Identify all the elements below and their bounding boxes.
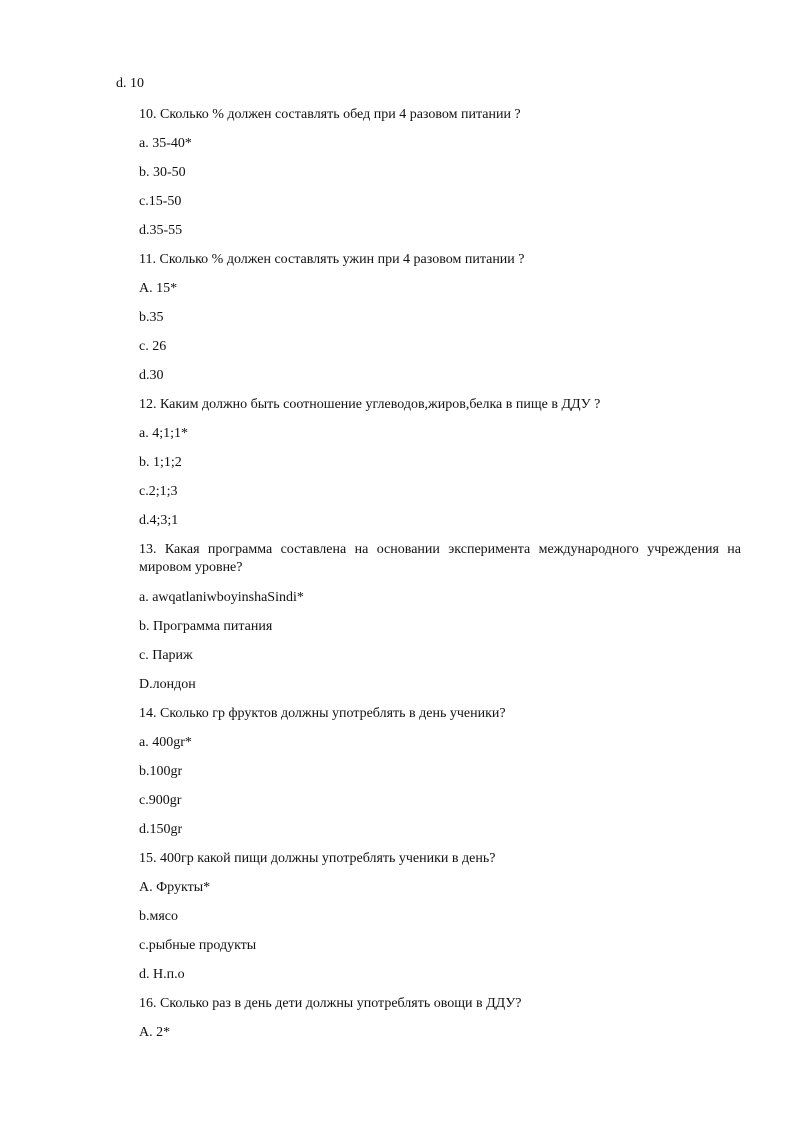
answer-option: c. Париж: [139, 648, 193, 663]
answer-option: d. Н.п.о: [139, 967, 185, 982]
question-text: 10. Сколько % должен составлять обед при 4 разовом питании ?: [139, 107, 521, 122]
answer-option: D.лондон: [139, 677, 196, 692]
question-text: 12. Каким должно быть соотношение углеводов,жиров,белка в пище в ДДУ ?: [139, 397, 601, 412]
answer-option: b.мясо: [139, 909, 179, 924]
answer-option: c.15-50: [139, 194, 182, 209]
question-text: 14. Сколько гр фруктов должны употреблять в день ученики?: [139, 706, 506, 721]
answer-option: c.2;1;3: [139, 484, 178, 499]
answer-option: A. 2*: [139, 1025, 171, 1040]
answer-option: A. 15*: [139, 281, 178, 296]
question-text: 15. 400гр какой пищи должны употреблять ученики в день?: [139, 851, 496, 866]
question-text: 16. Сколько раз в день дети должны употреблять овощи в ДДУ?: [139, 996, 522, 1011]
answer-option: c.рыбные продукты: [139, 938, 257, 953]
answer-option: d.4;3;1: [139, 513, 179, 528]
answer-option: c. 26: [139, 339, 167, 354]
answer-option: d.30: [139, 368, 164, 383]
question-text: 11. Сколько % должен составлять ужин при 4 разовом питании ?: [139, 252, 525, 267]
answer-option: a. 4;1;1*: [139, 426, 188, 441]
answer-option: b. 30-50: [139, 165, 186, 180]
answer-option: d. 10: [116, 76, 144, 91]
question-text: 13. Какая программа составлена на основании эксперимента международного учреждения на мировом уровне?: [139, 542, 741, 575]
answer-option: b.100gr: [139, 764, 183, 779]
answer-option: c.900gr: [139, 793, 182, 808]
answer-option: a. 400gr*: [139, 735, 192, 750]
answer-option: d.150gr: [139, 822, 183, 837]
answer-option: A. Фрукты*: [139, 880, 211, 895]
answer-option: d.35-55: [139, 223, 183, 238]
answer-option: b. 1;1;2: [139, 455, 182, 470]
answer-option: a. 35-40*: [139, 136, 192, 151]
answer-option: a. awqatlaniwboyinshaSindi*: [139, 590, 304, 605]
answer-option: b.35: [139, 310, 164, 325]
answer-option: b. Программа питания: [139, 619, 273, 634]
